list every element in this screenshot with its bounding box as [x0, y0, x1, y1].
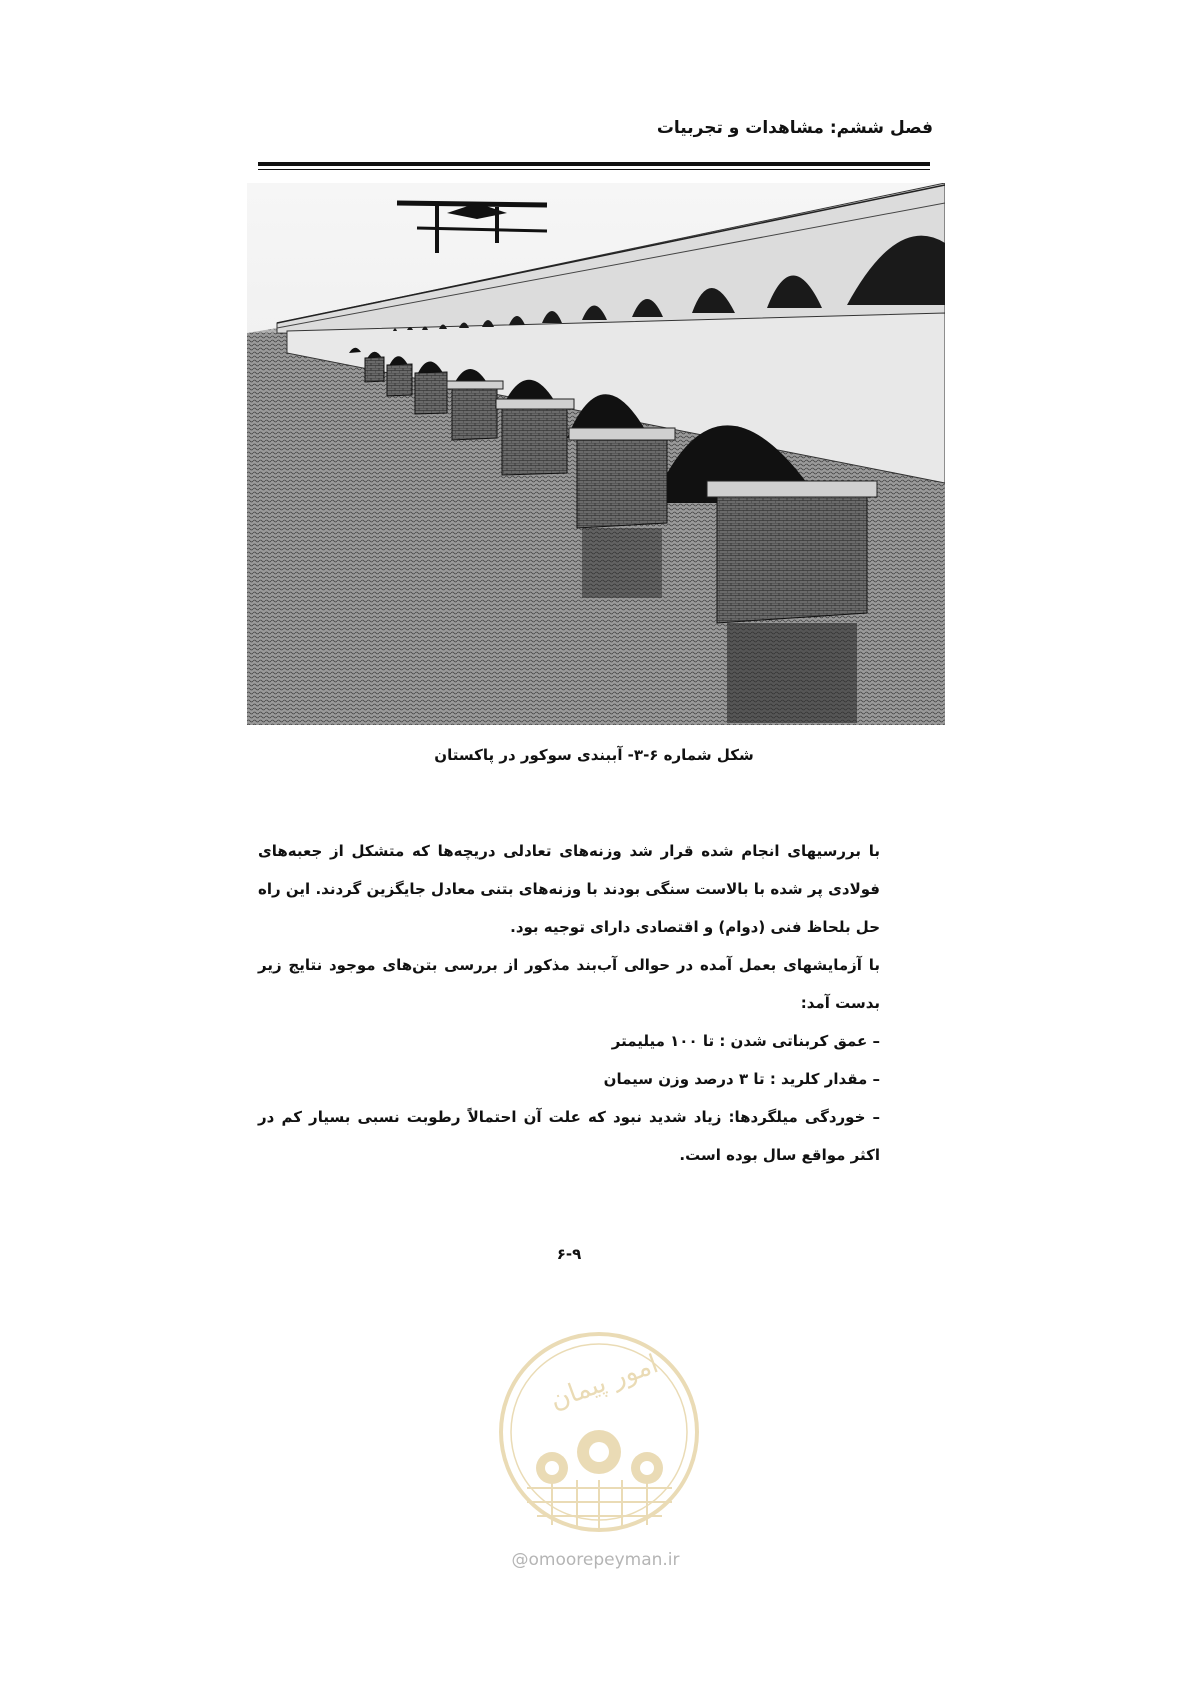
bullet-item: – عمق کربناتی شدن : تا ۱۰۰ میلیمتر [611, 1032, 880, 1050]
bridge-photo [247, 183, 945, 725]
body-text [258, 832, 880, 1174]
page-number: ۶-۹ [556, 1245, 582, 1263]
bullet-item: – خوردگی میلگردها: زیاد شدید نبود که علت آن احتمالاً رطوبت نسبی بسیار کم در اکثر مواقع سال بوده است. [258, 1108, 880, 1164]
body-paragraph: با بررسیهای انجام شده قرار شد وزنه‌های تعادلی دریچه‌ها که متشکل از جعبه‌های فولادی پر شده با بالاست سنگی بودند با وزنه‌های بتنی معادل جایگزین گردند. این راه حل بلحاظ فنی (دوام) و اقتصادی دارای توجیه بود. [258, 842, 880, 936]
body-paragraph: با آزمایشهای بعمل آمده در حوالی آب‌بند مذکور از بررسی بتن‌های موجود نتایج زیر بدست آمد: [258, 956, 880, 1012]
figure-caption: شکل شماره ۶-۳- آببندی سوکور در پاکستان [434, 746, 754, 764]
watermark-handle: @omoorepeyman.ir [511, 1550, 680, 1570]
watermark-logo [497, 1330, 702, 1535]
header-rule-thick [258, 162, 930, 166]
svg-text:امور پیمان: امور پیمان [546, 1349, 663, 1416]
header-rule-thin [258, 169, 930, 170]
bullet-item: – مقدار کلرید : تا ۳ درصد وزن سیمان [603, 1070, 880, 1088]
chapter-title: فصل ششم: مشاهدات و تجربیات [656, 118, 933, 138]
